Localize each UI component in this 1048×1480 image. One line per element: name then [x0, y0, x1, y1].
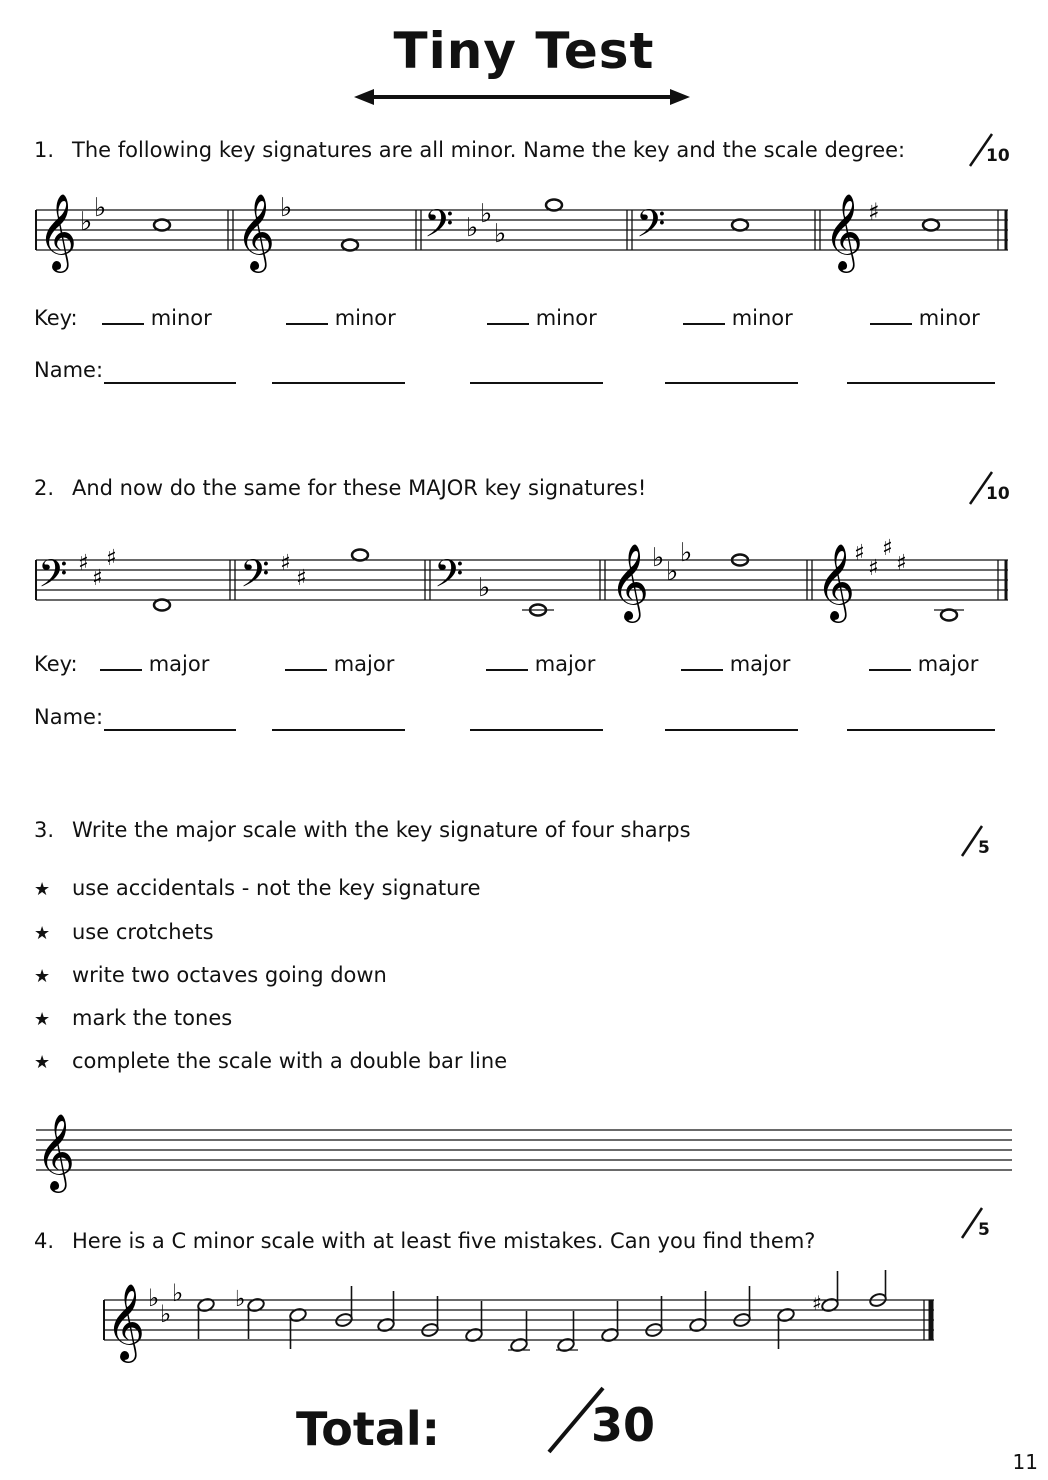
- bass-clef-icon: 𝄢: [636, 201, 666, 255]
- flat-icon: ♭: [172, 1279, 184, 1307]
- key-blank[interactable]: [285, 669, 327, 671]
- key-blank[interactable]: [286, 323, 328, 325]
- question-3-score: [958, 822, 1018, 866]
- star-icon: ★: [34, 879, 51, 900]
- question-2: [34, 476, 646, 500]
- sharp-icon: ♯: [296, 566, 307, 591]
- key-blank[interactable]: [683, 323, 725, 325]
- staff-q3[interactable]: [0, 1100, 1048, 1200]
- whole-note: [732, 220, 748, 231]
- score-value: 10: [986, 484, 1010, 504]
- staff-q4: [0, 1270, 1048, 1380]
- star-icon: ★: [34, 966, 51, 987]
- treble-clef-icon: 𝄞: [816, 543, 856, 620]
- bass-clef-icon: 𝄢: [424, 201, 454, 255]
- sharp-icon: ♯: [854, 541, 865, 566]
- total-label: Total:: [296, 1402, 441, 1456]
- sharp-icon: ♯: [868, 556, 879, 581]
- name-blank[interactable]: [847, 382, 995, 384]
- bass-clef-icon: 𝄢: [240, 551, 270, 605]
- sharp-icon: ♯: [280, 551, 291, 576]
- treble-clef-icon: 𝄞: [610, 543, 650, 620]
- bass-clef-icon: 𝄢: [38, 551, 68, 605]
- question-1-score: [966, 130, 1026, 174]
- whole-note: [941, 610, 957, 621]
- sharp-icon: ♯: [896, 551, 907, 576]
- sharp-icon: ♯: [106, 546, 117, 571]
- flat-icon: ♭: [466, 213, 479, 243]
- treble-clef-icon: 𝄞: [36, 1113, 76, 1190]
- bullet-item: [34, 876, 481, 900]
- whole-note: [923, 220, 939, 231]
- whole-note: [342, 240, 358, 251]
- treble-clef-icon: 𝄞: [38, 193, 78, 270]
- staff-q1: [0, 180, 1048, 290]
- staff-q2: [0, 530, 1048, 640]
- flat-icon: ♭: [280, 193, 293, 223]
- question-number: 4.: [34, 1229, 55, 1253]
- bullet-item: [34, 1049, 507, 1073]
- bass-clef-icon: 𝄢: [434, 551, 464, 605]
- question-number: 1.: [34, 138, 55, 162]
- key-suffix: major: [148, 652, 210, 676]
- bullet-text: mark the tones: [72, 1006, 233, 1030]
- whole-note: [154, 600, 170, 611]
- whole-note: [352, 550, 368, 561]
- name-blank[interactable]: [272, 382, 405, 384]
- key-suffix: minor: [535, 306, 597, 330]
- bullet-text: complete the scale with a double bar line: [72, 1049, 508, 1073]
- flat-icon: ♭: [666, 557, 679, 587]
- name-label: Name:: [34, 705, 104, 729]
- name-label: Name:: [34, 358, 104, 382]
- key-row-q1: [0, 306, 1048, 336]
- question-text: And now do the same for these MAJOR key signatures!: [72, 476, 647, 500]
- key-blank[interactable]: [681, 669, 723, 671]
- key-blank[interactable]: [102, 323, 144, 325]
- score-value: 5: [978, 838, 990, 858]
- flat-icon: ♭: [160, 1300, 172, 1328]
- name-blank[interactable]: [665, 729, 798, 731]
- flat-icon: ♭: [80, 207, 93, 237]
- treble-clef-icon: 𝄞: [106, 1283, 146, 1360]
- key-suffix: minor: [918, 306, 980, 330]
- sharp-icon: ♯: [92, 566, 103, 591]
- bullet-text: use accidentals - not the key signature: [72, 876, 481, 900]
- sharp-icon: ♯: [868, 198, 880, 226]
- key-suffix: major: [729, 652, 791, 676]
- name-blank[interactable]: [470, 729, 603, 731]
- whole-note: [546, 200, 562, 211]
- treble-clef-icon: 𝄞: [236, 193, 276, 270]
- name-blank[interactable]: [104, 729, 236, 731]
- total-score: [545, 1384, 665, 1464]
- flat-icon: ♭: [148, 1284, 160, 1312]
- page-number: 11: [1012, 1450, 1038, 1474]
- score-value: 5: [978, 1220, 990, 1240]
- whole-note: [154, 220, 170, 231]
- key-suffix: major: [534, 652, 596, 676]
- key-suffix: minor: [731, 306, 793, 330]
- name-row-q1: [0, 358, 1048, 388]
- name-row-q2: [0, 705, 1048, 735]
- flat-icon: ♭: [652, 543, 665, 573]
- star-icon: ★: [34, 1052, 51, 1073]
- key-label: Key:: [34, 306, 78, 330]
- question-2-score: [966, 468, 1026, 512]
- key-suffix: major: [917, 652, 979, 676]
- question-number: 3.: [34, 818, 55, 842]
- flat-icon: ♭: [480, 199, 493, 229]
- name-blank[interactable]: [847, 729, 995, 731]
- bullet-text: write two octaves going down: [72, 963, 387, 987]
- bullet-item: [34, 963, 387, 987]
- bullet-item: [34, 920, 214, 944]
- flat-icon: ♭: [94, 193, 107, 223]
- sharp-icon: ♯: [78, 551, 89, 576]
- key-blank[interactable]: [870, 323, 912, 325]
- double-arrow-icon: [352, 86, 692, 108]
- question-text: Write the major scale with the key signature of four sharps: [72, 818, 691, 842]
- flat-icon: ♭: [235, 1287, 246, 1312]
- flat-icon: ♭: [680, 538, 693, 568]
- question-3: [34, 818, 691, 842]
- key-blank[interactable]: [100, 669, 142, 671]
- key-suffix: minor: [150, 306, 212, 330]
- flat-icon: ♭: [478, 573, 491, 603]
- sharp-icon: ♯: [882, 536, 893, 561]
- key-label: Key:: [34, 652, 78, 676]
- treble-clef-icon: 𝄞: [824, 193, 864, 270]
- key-suffix: minor: [334, 306, 396, 330]
- key-row-q2: [0, 652, 1048, 682]
- question-4-score: [958, 1204, 1018, 1248]
- sharp-icon: ♯: [812, 1291, 822, 1315]
- score-value: 10: [986, 146, 1010, 166]
- key-blank[interactable]: [869, 669, 911, 671]
- key-blank[interactable]: [487, 323, 529, 325]
- name-blank[interactable]: [104, 382, 236, 384]
- question-1: [34, 138, 905, 162]
- bullet-text: use crotchets: [72, 920, 214, 944]
- star-icon: ★: [34, 1009, 51, 1030]
- key-suffix: major: [333, 652, 395, 676]
- page-title: Tiny Test: [393, 22, 655, 80]
- star-icon: ★: [34, 923, 51, 944]
- name-blank[interactable]: [470, 382, 603, 384]
- question-text: Here is a C minor scale with at least five mistakes. Can you find them?: [72, 1229, 816, 1253]
- name-blank[interactable]: [272, 729, 405, 731]
- total-score-value: 30: [591, 1398, 656, 1452]
- flat-icon: ♭: [494, 219, 507, 249]
- key-blank[interactable]: [486, 669, 528, 671]
- question-number: 2.: [34, 476, 55, 500]
- question-text: The following key signatures are all minor. Name the key and the scale degree:: [72, 138, 906, 162]
- name-blank[interactable]: [665, 382, 798, 384]
- question-4: [34, 1229, 815, 1253]
- bullet-item: [34, 1006, 232, 1030]
